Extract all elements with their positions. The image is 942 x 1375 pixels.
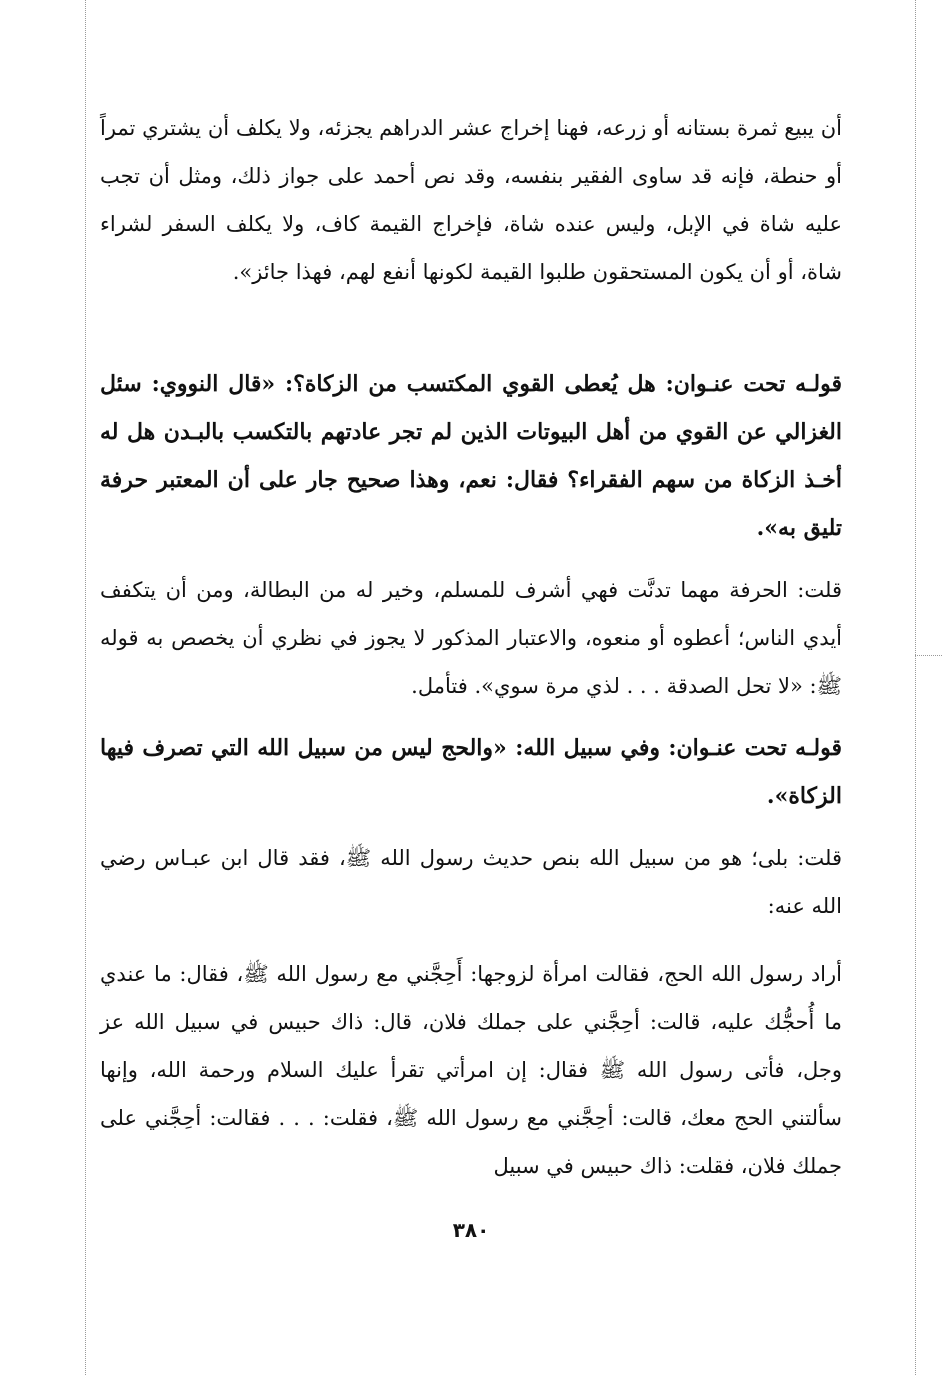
paragraph-quote-strong-earner: قولـه تحت عنـوان: هل يُعطى القوي المكتسب من الزكاة؟: «قال النووي: سئل الغزالي عن القوي من أهل البيوتات الذين لم تجر عادتهم بالتكسب بالبـدن هل له أخـذ الزكاة من سهم الفقراء؟ فقال: نعم، وهذا صحيح جار على أن المعتبر حرفة تليق به».	[100, 371, 842, 541]
paragraph-reply-profession: قلت: الحرفة مهما تدنَّت فهي أشرف للمسلم، وخير له من البطالة، ومن أن يتكفف أيدي الناس؛ أعطوه أو منعوه، والاعتبار المذكور لا يجوز في نظري أن يخصص به قوله ﷺ: «لا تحل الصدقة . . . لذي مرة سوي». فتأمل.	[100, 578, 842, 698]
scan-border-left	[85, 0, 86, 1375]
paragraph-quote-hajj: قولـه تحت عنـوان: وفي سبيل الله: «والحج ليس من سبيل الله التي تصرف فيها الزكاة».	[100, 735, 842, 809]
paragraph-hadith: أراد رسول الله الحج، فقالت امرأة لزوجها: أَحِجَّني مع رسول الله ﷺ، فقال: ما عندي ما أُحجُّك عليه، قالت: أحِجَّني على جملك فلان، قال: ذاك حبيس في سبيل الله عز وجل، فأتى رسول الله ﷺ فقال: إن امرأتي تقرأ عليك السلام ورحمة الله، وإنها سألتني الحج معك، قالت: أحِجَّني مع رسول الله ﷺ، فقلت: . . . فقالت: أحِجَّني على جملك فلان، فقلت: ذاك حبيس في سبيل	[100, 962, 842, 1178]
paragraph-continuation: أن يبيع ثمرة بستانه أو زرعه، فهنا إخراج عشر الدراهم يجزئه، ولا يكلف أن يشتري تمراً أو حنطة، فإنه قد ساوى الفقير بنفسه، وقد نص أحمد على جواز ذلك، ومثل أن تجب عليه شاة في الإبل، وليس عنده شاة، فإخراج القيمة كاف، ولا يكلف السفر لشراء شاة، أو أن يكون المستحقون طلبوا القيمة لكونها أنفع لهم، فهذا جائز».	[100, 116, 842, 284]
page-number: ٣٨٠	[452, 1218, 490, 1242]
scan-border-right	[915, 0, 916, 1375]
scan-border-right-tick	[915, 655, 942, 656]
paragraph-reply-hajj: قلت: بلى؛ هو من سبيل الله بنص حديث رسول الله ﷺ، فقد قال ابن عبـاس رضي الله عنه:	[100, 846, 842, 918]
